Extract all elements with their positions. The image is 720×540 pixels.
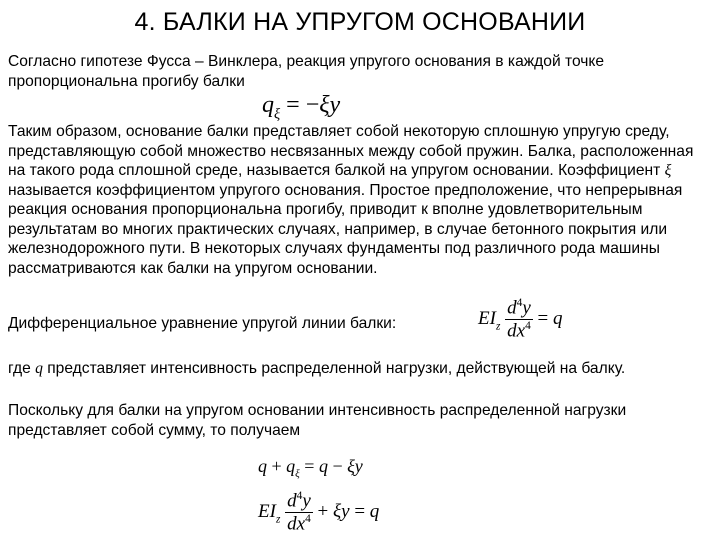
formula-differential-equation: $EI_z$ $\frac{d^4y}{dx^4}$ = q [478, 297, 563, 342]
paragraph1-start: Таким образом, основание балки представляет собой некоторую сплошную упругую среду, представляющую собой множество несвязанных между собой пружин. Балка, расположенная на такого рода сплошной среде, называется балкой на упругом основании. Коэффициент [8, 123, 694, 179]
formula-beam-on-elastic-foundation: $EI_z$ $\frac{d^4y}{dx^4}$ + ξy = q [258, 490, 380, 535]
page-title: 4. БАЛКИ НА УПРУГОМ ОСНОВАНИИ [134, 8, 586, 36]
paragraph-q-definition [8, 359, 698, 379]
formula-foundation-reaction: $q_\xi = -\xi y$ [262, 92, 341, 123]
diff-eq-label: Дифференциальное уравнение упругой линии балки: [8, 315, 397, 332]
paragraph-elastic-foundation [8, 122, 698, 278]
xi-symbol: ξ [664, 162, 672, 179]
paragraph1-end: называется коэффициентом упругого основания. Простое предположение, что непрерывная реакция основания пропорциональна прогибу, приводит к вполне удовлетворительным результатам во многих практических случаях, например, в случае бетонного покрытия или железнодорожного пути. В некоторых случаях фундаменты под различного рода машины рассматриваются как балки на упругом основании. [8, 181, 683, 277]
intro-text: Согласно гипотезе Фусса – Винклера, реакция упругого основания в каждой точке пропорциональна прогибу балки [8, 53, 605, 90]
paragraph2-end: представляет интенсивность распределенной нагрузки, действующей на балку. [42, 360, 626, 377]
paragraph2-start: где [8, 360, 36, 377]
q-symbol: q [35, 360, 43, 377]
formula-load-sum: $q + q_\xi = q - \xi y$ [258, 456, 363, 480]
paragraph-load-sum: Поскольку для балки на упругом основании интенсивность распределенной нагрузки представляет собой сумму, то получаем [8, 402, 627, 439]
